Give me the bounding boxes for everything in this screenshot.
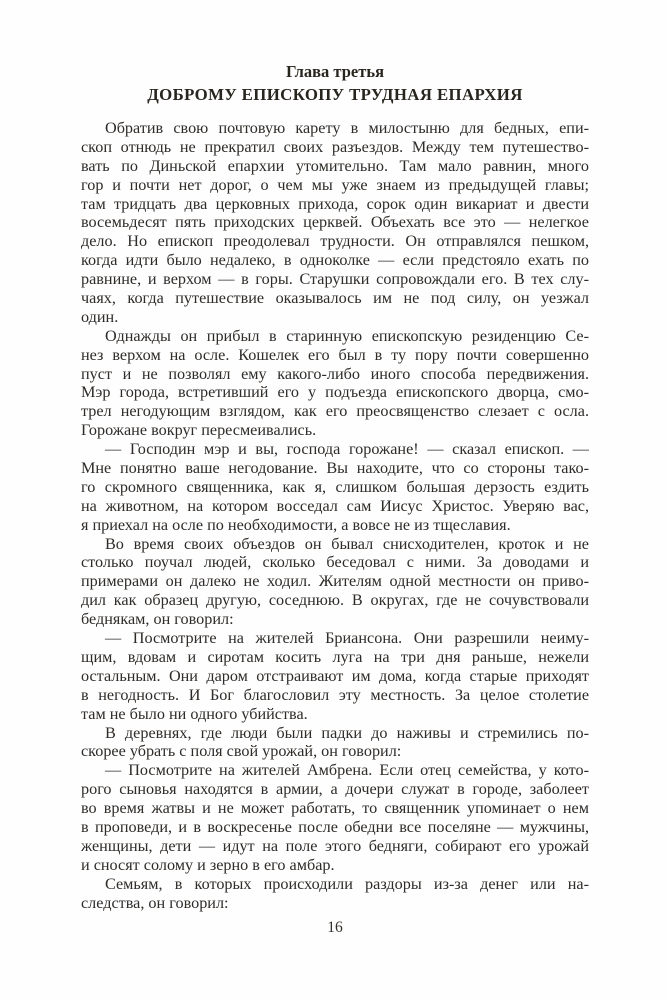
text-line: рого сыновья находятся в армии, а дочери служат в городе, заболеет [81, 780, 589, 799]
text-line: Мэр города, встретивший его у подъезда епископского дворца, смо- [81, 383, 589, 402]
paragraph [81, 535, 589, 629]
text-line: на животном, на котором восседал сам Иисус Христос. Уверяю вас, [81, 496, 589, 515]
text-line: го скромного священника, как я, слишком большая дерзость ездить [81, 477, 589, 496]
text-line: скорее убрать с поля свой урожай, он говорил: [81, 742, 402, 761]
text-block [81, 62, 589, 912]
text-line: пуст и не позволял ему какого-либо иного способа передвижения. [81, 364, 589, 383]
chapter-title: ДОБРОМУ ЕПИСКОПУ ТРУДНАЯ ЕПАРХИЯ [147, 85, 523, 104]
paragraph [81, 724, 589, 762]
text-line: чаях, когда путешествие оказывалось им не под силу, он уезжал [81, 289, 589, 308]
text-line: нез верхом на осле. Кошелек его был в ту пору почти совершенно [81, 345, 589, 364]
text-line: дил как образец другую, соседнюю. В округах, где не сочувствовали [81, 591, 589, 610]
paragraph [81, 761, 589, 874]
paragraph [81, 440, 589, 534]
text-line: примерами он далеко не ходил. Жителям одной местности он приво- [81, 572, 589, 591]
text-line: в негодность. И Бог благословил эту местность. За целое столетие [81, 685, 589, 704]
text-line: и сносят солому и зерно в его амбар. [81, 855, 335, 874]
chapter-heading: Глава третья [286, 62, 384, 81]
text-line: — Посмотрите на жителей Бриансона. Они разрешили неиму- [105, 629, 589, 648]
paragraph [81, 327, 589, 440]
body-text [81, 119, 589, 912]
paragraph [81, 119, 589, 327]
page-number: 16 [327, 919, 343, 936]
text-line: — Посмотрите на жителей Амбрена. Если отец семейства, у кото- [105, 761, 589, 780]
text-line: дело. Но епископ преодолевал трудности. Он отправлялся пешком, [81, 232, 589, 251]
text-line: один. [81, 307, 119, 326]
text-line: трел негодующим взглядом, как его преосвященство слезает с осла. [81, 402, 589, 421]
paragraph [81, 629, 589, 723]
text-line: скоп отнюдь не прекратил своих разъездов. Между тем путешество- [81, 137, 589, 156]
text-line: когда идти было недалеко, в одноколке — если предстояло ехать по [81, 251, 589, 270]
text-line: В деревнях, где люди были падки до наживы и стремились по- [105, 723, 589, 742]
text-line: остальным. Они даром отстраивают им дома, когда старые приходят [81, 666, 589, 685]
text-line: равнине, и верхом — в горы. Старушки сопровождали его. В тех слу- [81, 270, 589, 289]
text-line: вать по Диньской епархии утомительно. Там мало равнин, много [81, 156, 589, 175]
text-line: в проповеди, и в воскресенье после обедни все поселяне — мужчины, [81, 817, 589, 836]
text-line: я приехал на осле по необходимости, а вовсе не из тщеславия. [81, 515, 511, 534]
text-line: следства, он говорил: [81, 893, 229, 912]
text-line: там не было ни одного убийства. [81, 704, 308, 723]
text-line: — Господин мэр и вы, господа горожане! — сказал епископ. — [105, 440, 589, 459]
paragraph [81, 875, 589, 913]
text-line: Во время своих объездов он бывал снисходителен, кроток и не [105, 534, 589, 553]
text-line: Семьям, в которых происходили раздоры из-за денег или на- [105, 874, 589, 893]
text-line: Обратив свою почтовую карету в милостыню для бедных, епи- [105, 119, 589, 137]
text-line: Горожане вокруг пересмеивались. [81, 421, 317, 440]
text-line: во время жатвы и не может работать, то священник упоминает о нем [81, 799, 589, 818]
text-line: женщины, дети — идут на поле этого бедняги, собирают его урожай [81, 836, 589, 855]
text-line: восемьдесят пять приходских церквей. Объехать все это — нелегкое [81, 213, 589, 232]
text-line: щим, вдовам и сиротам косить луга на три дня раньше, нежели [81, 647, 589, 666]
text-line: Мне понятно ваше негодование. Вы находите, что со стороны тако- [81, 459, 589, 478]
text-line: там тридцать два церковных прихода, сорок один викариат и двести [81, 194, 589, 213]
text-line: столько поучал людей, сколько беседовал с ними. За доводами и [81, 553, 589, 572]
text-line: беднякам, он говорил: [81, 610, 234, 629]
text-line: гор и почти нет дорог, о чем мы уже знаем из предыдущей главы; [81, 175, 589, 194]
text-line: Однажды он прибыл в старинную епископскую резиденцию Се- [105, 326, 589, 345]
